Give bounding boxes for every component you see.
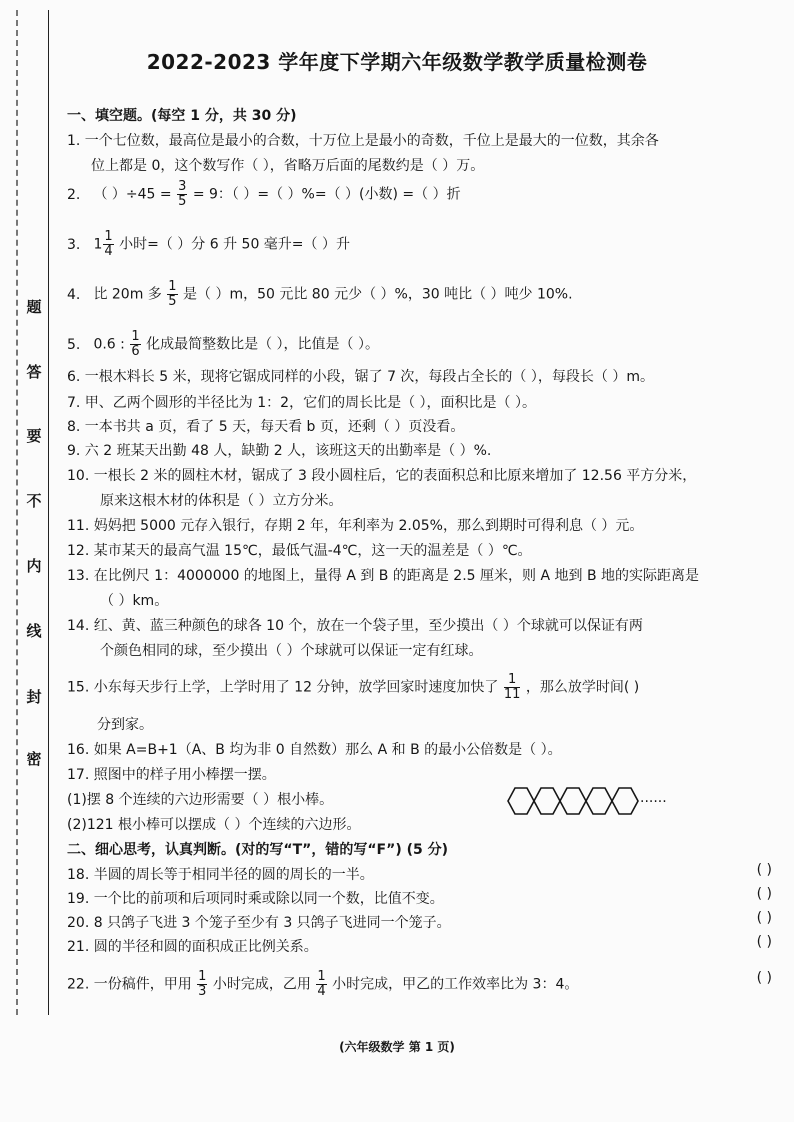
question-text: 15. 小东每天步行上学，上学时用了 12 分钟，放学回家时速度加快了 — [67, 679, 499, 696]
binding-dashed-line — [16, 10, 18, 1015]
question-text: ，那么放学时间( ) — [525, 679, 640, 696]
question-text: 是（ ）m，50 元比 80 元少（ ）%，30 吨比（ ）吨少 10%. — [183, 286, 573, 303]
question-21: 21. 圆的半径和圆的面积成正比例关系。 — [67, 939, 318, 955]
question-number: 2. — [67, 186, 81, 203]
denominator: 5 — [178, 194, 187, 209]
numerator: 1 — [198, 969, 207, 984]
denominator: 6 — [131, 344, 140, 359]
margin-char: 封 — [26, 688, 42, 706]
continuation-dots: ······ — [640, 794, 667, 810]
question-text: 小时=（ ）分 6 升 50 毫升=（ ）升 — [119, 236, 350, 253]
fraction — [103, 230, 113, 259]
margin-char: 题 — [26, 298, 42, 316]
answer-paren[interactable]: ( ) — [756, 862, 772, 878]
hexagon-chain-svg — [500, 785, 680, 817]
question-17-part-2: (2)121 根小棒可以摆成（ ）个连续的六边形。 — [67, 817, 361, 833]
question-7: 7. 甲、乙两个圆形的半径比为 1：2，它们的周长比是（ ），面积比是（ ）。 — [67, 395, 536, 411]
hexagon — [586, 788, 612, 814]
denominator: 5 — [168, 294, 177, 309]
whole-number: 1 — [93, 236, 103, 253]
margin-char: 答 — [26, 363, 42, 381]
question-text: 比 20m 多 — [93, 286, 162, 303]
question-17-part-1: (1)摆 8 个连续的六边形需要（ ）根小棒。 — [67, 792, 334, 808]
question-19: 19. 一个比的前项和后项同时乘或除以同一个数，比值不变。 — [67, 891, 444, 907]
hexagon — [534, 788, 560, 814]
question-number: 4. — [67, 286, 81, 303]
fraction — [167, 280, 177, 309]
hexagon — [612, 788, 638, 814]
question-18: 18. 半圆的周长等于相同半径的圆的周长的一半。 — [67, 867, 374, 883]
question-2 — [67, 180, 764, 209]
page-footer: (六年级数学 第 1 页) — [339, 1040, 455, 1054]
question-text: 小时完成，甲乙的工作效率比为 3：4。 — [332, 976, 579, 993]
denominator: 4 — [317, 984, 326, 999]
question-10-line-2: 原来这根木材的体积是（ ）立方分米。 — [100, 493, 343, 509]
question-8: 8. 一本书共 a 页，看了 5 天，每天看 b 页，还剩（ ）页没看。 — [67, 419, 465, 435]
question-1-line-2: 位上都是 0，这个数写作（ ），省略万后面的尾数约是（ ）万。 — [91, 158, 485, 174]
question-number: 3. — [67, 236, 81, 253]
numerator: 1 — [104, 229, 113, 244]
question-13-line-2: （ ）km。 — [100, 593, 169, 609]
question-16: 16. 如果 A=B+1（A、B 均为非 0 自然数）那么 A 和 B 的最小公倍数是（ ）。 — [67, 742, 562, 758]
margin-char: 不 — [26, 492, 42, 510]
answer-paren[interactable]: ( ) — [756, 970, 772, 986]
fraction — [316, 970, 326, 999]
numerator: 3 — [178, 179, 187, 194]
margin-char: 内 — [26, 557, 42, 575]
question-13-line-1: 13. 在比例尺 1：4000000 的地图上，量得 A 到 B 的距离是 2.5 厘米，则 A 地到 B 地的实际距离是 — [67, 568, 700, 584]
answer-paren[interactable]: ( ) — [756, 934, 772, 950]
answer-paren[interactable]: ( ) — [756, 910, 772, 926]
question-12: 12. 某市某天的最高气温 15℃，最低气温-4℃，这一天的温差是（ ）℃。 — [67, 543, 532, 559]
binding-solid-line — [48, 10, 49, 1015]
fraction — [504, 673, 521, 702]
question-11: 11. 妈妈把 5000 元存入银行，存期 2 年，年利率为 2.05%，那么到期时可得利息（ ）元。 — [67, 518, 644, 534]
hexagon — [508, 788, 534, 814]
denominator: 3 — [198, 984, 207, 999]
question-5 — [67, 330, 764, 359]
answer-paren[interactable]: ( ) — [756, 886, 772, 902]
numerator: 1 — [317, 969, 326, 984]
section-heading-fill-blank: 一、填空题。(每空 1 分，共 30 分) — [67, 108, 297, 124]
question-15 — [67, 673, 764, 702]
margin-char: 线 — [26, 622, 42, 640]
numerator: 1 — [131, 329, 140, 344]
margin-char: 密 — [26, 750, 42, 768]
question-9: 9. 六 2 班某天出勤 48 人，缺勤 2 人，该班这天的出勤率是（ ）%. — [67, 443, 492, 459]
numerator: 1 — [168, 279, 177, 294]
question-number: 5. — [67, 336, 81, 353]
fraction — [177, 180, 187, 209]
denominator: 4 — [104, 244, 113, 259]
denominator: 11 — [503, 687, 521, 702]
question-1-line-1: 1. 一个七位数，最高位是最小的合数，十万位上是最小的奇数，千位上是最大的一位数，其余各 — [67, 133, 659, 149]
hexagon — [560, 788, 586, 814]
question-text: 化成最简整数比是（ ），比值是（ ）。 — [146, 336, 379, 353]
question-3 — [67, 230, 764, 259]
question-6: 6. 一根木料长 5 米，现将它锯成同样的小段，锯了 7 次，每段占全长的（ ），每段长（ ）m。 — [67, 369, 654, 385]
page-title: 2022-2023 学年度下学期六年级数学教学质量检测卷 — [146, 50, 648, 74]
question-text: 0.6 : — [93, 336, 125, 353]
question-10-line-1: 10. 一根长 2 米的圆柱木材，锯成了 3 段小圆柱后，它的表面积总和比原来增加了 12.56 平方分米， — [67, 468, 697, 484]
fraction — [197, 970, 207, 999]
fraction — [130, 330, 140, 359]
question-20: 20. 8 只鸽子飞进 3 个笼子至少有 3 只鸽子飞进同一个笼子。 — [67, 915, 451, 931]
question-17: 17. 照图中的样子用小棒摆一摆。 — [67, 767, 276, 783]
question-22 — [67, 970, 764, 999]
margin-char: 要 — [26, 427, 42, 445]
question-15-line-2: 分到家。 — [97, 717, 153, 733]
numerator: 1 — [504, 673, 521, 688]
question-text: 22. 一份稿件，甲用 — [67, 976, 192, 993]
hexagon-chain-figure — [500, 785, 680, 821]
question-text: （ ）÷45 = — [93, 186, 172, 203]
question-text: 小时完成，乙用 — [212, 976, 311, 993]
question-4 — [67, 280, 764, 309]
question-14-line-2: 个颜色相同的球，至少摸出（ ）个球就可以保证一定有红球。 — [100, 643, 483, 659]
section-heading-judge: 二、细心思考，认真判断。(对的写“T”，错的写“F”) (5 分) — [67, 842, 448, 858]
question-text: = 9：（ ）=（ ）%=（ ）(小数) =（ ）折 — [192, 186, 461, 203]
question-14-line-1: 14. 红、黄、蓝三种颜色的球各 10 个，放在一个袋子里，至少摸出（ ）个球就可以保证有两 — [67, 618, 643, 634]
